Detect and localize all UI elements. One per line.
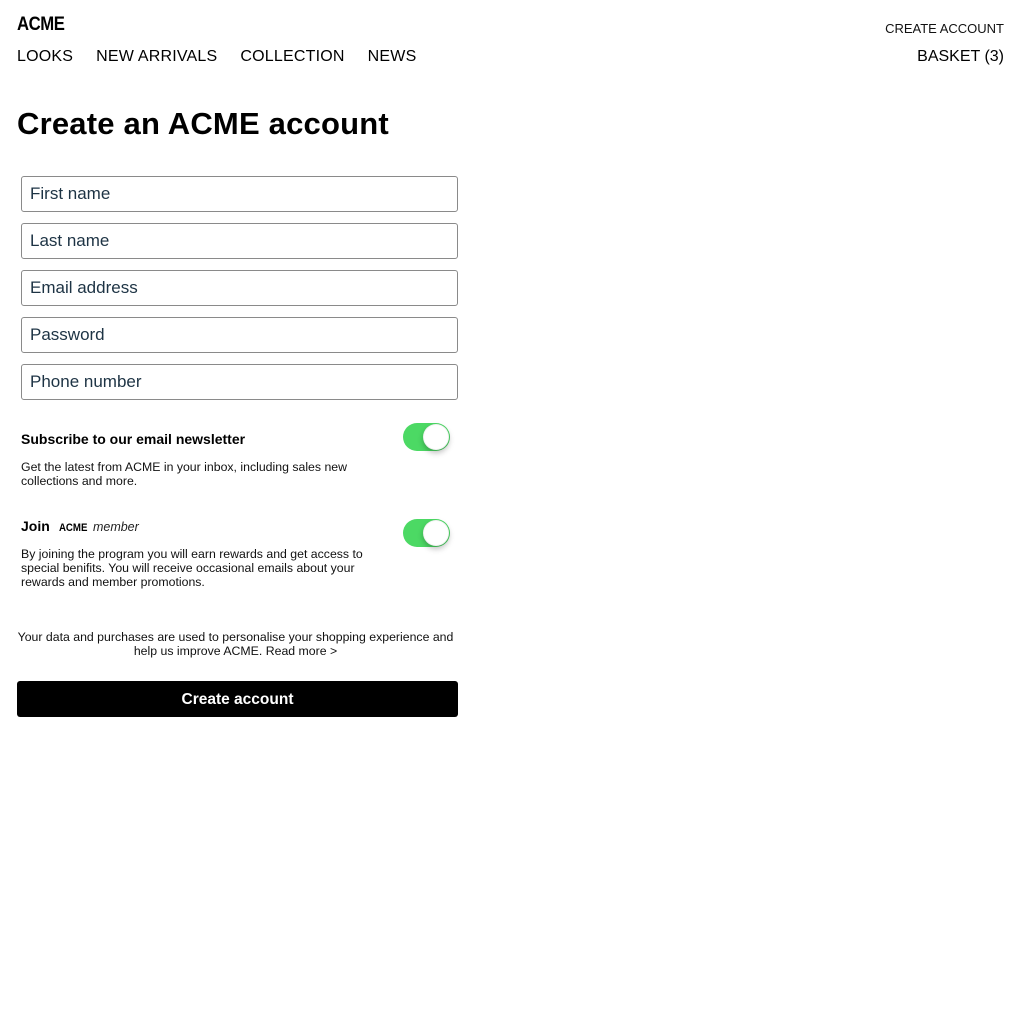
main-nav xyxy=(17,48,416,66)
privacy-text: Your data and purchases are used to personalise your shopping experience and help us improve ACME. xyxy=(17,630,454,658)
page-title: Create an ACME account xyxy=(17,106,389,141)
first-name-input[interactable] xyxy=(21,176,458,212)
membership-title-suffix: member xyxy=(92,520,139,534)
create-account-form xyxy=(21,176,458,411)
membership-option xyxy=(21,518,458,589)
toggle-knob xyxy=(423,520,449,546)
newsletter-description: Get the latest from ACME in your inbox, including sales new collections and more. xyxy=(21,460,348,488)
membership-description: By joining the program you will earn rewards and get access to special benifits. You will receive occasional emails about your rewards and member promotions. xyxy=(21,547,363,589)
membership-title-prefix: Join xyxy=(21,518,50,534)
newsletter-option xyxy=(21,431,458,488)
privacy-notice xyxy=(17,630,454,658)
nav-item-news[interactable]: NEWS xyxy=(367,48,417,65)
create-account-button[interactable]: Create account xyxy=(17,681,458,717)
newsletter-title: Subscribe to our email newsletter xyxy=(21,431,246,447)
email-input[interactable] xyxy=(21,270,458,306)
nav-item-looks[interactable]: LOOKS xyxy=(17,48,74,65)
newsletter-toggle[interactable] xyxy=(403,423,450,451)
create-account-link[interactable]: CREATE ACCOUNT xyxy=(885,21,1004,36)
logo[interactable]: ACME xyxy=(17,14,65,35)
membership-brand: ACME xyxy=(58,522,88,534)
membership-toggle[interactable] xyxy=(403,519,450,547)
password-input[interactable] xyxy=(21,317,458,353)
read-more-link[interactable]: Read more > xyxy=(265,644,338,658)
phone-input[interactable] xyxy=(21,364,458,400)
toggle-knob xyxy=(423,424,449,450)
basket-link[interactable]: BASKET (3) xyxy=(917,48,1004,65)
last-name-input[interactable] xyxy=(21,223,458,259)
nav-item-collection[interactable]: COLLECTION xyxy=(240,48,345,65)
nav-item-new-arrivals[interactable]: NEW ARRIVALS xyxy=(96,48,218,65)
membership-title xyxy=(21,518,458,534)
